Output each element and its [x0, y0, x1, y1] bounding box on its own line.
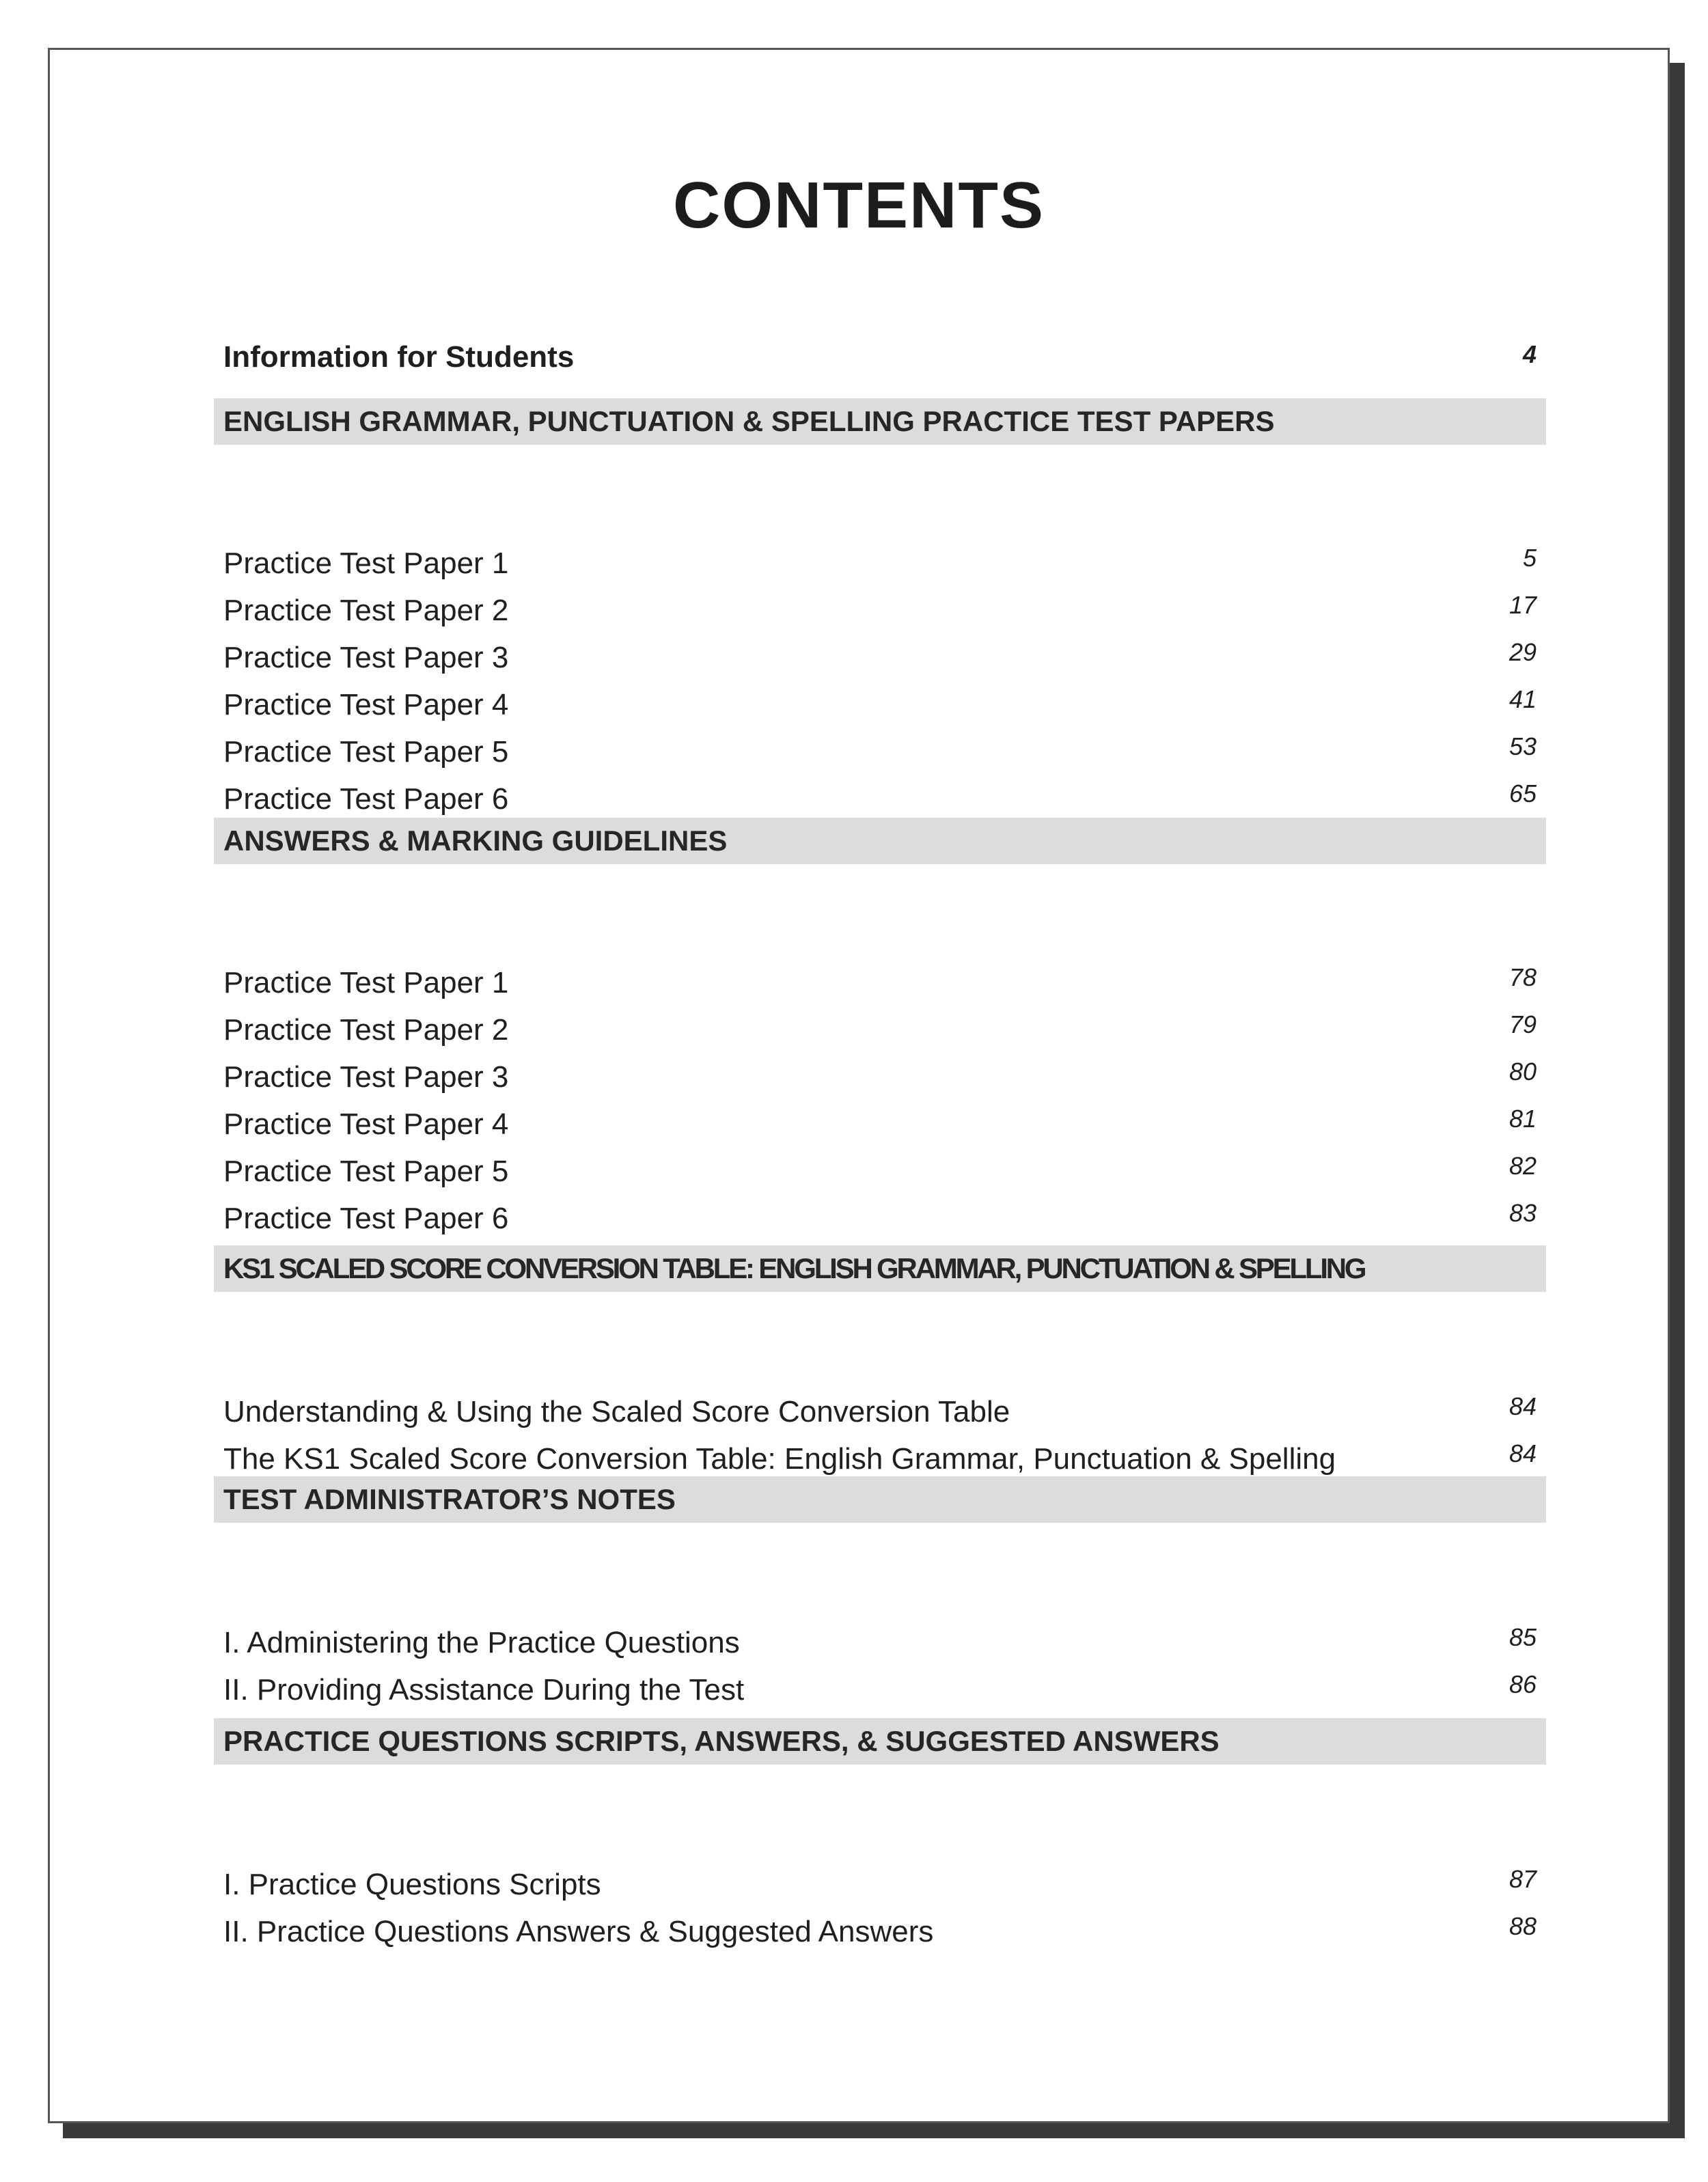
entry-page-number: 83 — [1509, 1199, 1537, 1227]
entry-page-number: 29 — [1509, 638, 1537, 666]
section-entries-practice-questions-scripts — [223, 1865, 1537, 1964]
toc-entry[interactable] — [223, 638, 1537, 690]
toc-entry[interactable] — [223, 1865, 1537, 1917]
entry-page-number: 82 — [1509, 1152, 1537, 1180]
document-page — [48, 48, 1670, 2123]
entry-label: I. Administering the Practice Questions — [223, 1626, 740, 1659]
entry-page-number: 4 — [1522, 340, 1537, 368]
page-title: CONTENTS — [673, 169, 1045, 242]
entry-page-number: 88 — [1509, 1912, 1537, 1940]
entry-page-number: 78 — [1509, 963, 1537, 991]
entry-page-number: 86 — [1509, 1670, 1537, 1698]
toc-entry[interactable] — [223, 1010, 1537, 1062]
toc-entry[interactable] — [223, 1392, 1537, 1444]
section-title: KS1 SCALED SCORE CONVERSION TABLE: ENGLISH GRAMMAR, PUNCTUATION & SPELLING — [223, 1252, 1365, 1284]
toc-entry[interactable] — [223, 1058, 1537, 1109]
toc-entry-information-for-students[interactable] — [223, 342, 1537, 390]
section-title: PRACTICE QUESTIONS SCRIPTS, ANSWERS, & SUGGESTED ANSWERS — [223, 1725, 1220, 1757]
toc-entry[interactable] — [223, 544, 1537, 596]
entry-label: The KS1 Scaled Score Conversion Table: English Grammar, Punctuation & Spelling — [223, 1442, 1336, 1476]
entry-label: I. Practice Questions Scripts — [223, 1868, 601, 1901]
section-entries-test-administrators-notes — [223, 1623, 1537, 1722]
entry-page-number: 84 — [1509, 1392, 1537, 1420]
section-entries-practice-test-papers — [223, 544, 1537, 831]
toc-entry[interactable] — [223, 591, 1537, 643]
entry-page-number: 53 — [1509, 732, 1537, 760]
entry-page-number: 87 — [1509, 1865, 1537, 1893]
entry-label: Practice Test Paper 5 — [223, 735, 509, 769]
entry-label: Practice Test Paper 3 — [223, 641, 509, 674]
toc-entry[interactable] — [223, 1912, 1537, 1964]
entry-page-number: 5 — [1522, 544, 1537, 572]
toc-entry[interactable] — [223, 1152, 1537, 1204]
entry-page-number: 79 — [1509, 1010, 1537, 1038]
toc-entry[interactable] — [223, 685, 1537, 737]
toc-entry[interactable] — [223, 1623, 1537, 1675]
entry-label: Practice Test Paper 2 — [223, 594, 509, 627]
section-title: ANSWERS & MARKING GUIDELINES — [223, 825, 728, 857]
entry-label: II. Practice Questions Answers & Suggested Answers — [223, 1915, 934, 1948]
section-header-practice-test-papers — [214, 398, 1546, 445]
section-header-scaled-score-conversion-table — [214, 1245, 1546, 1292]
entry-page-number: 85 — [1509, 1623, 1537, 1651]
entry-page-number: 81 — [1509, 1105, 1537, 1133]
entry-label: Information for Students — [223, 340, 575, 374]
toc-entry[interactable] — [223, 963, 1537, 1015]
entry-label: Practice Test Paper 4 — [223, 1107, 509, 1141]
entry-label: Practice Test Paper 6 — [223, 782, 509, 816]
entry-label: Practice Test Paper 1 — [223, 966, 509, 999]
entry-label: Understanding & Using the Scaled Score Conversion Table — [223, 1395, 1010, 1428]
section-title: TEST ADMINISTRATOR’S NOTES — [223, 1483, 676, 1515]
entry-label: Practice Test Paper 1 — [223, 547, 509, 580]
entry-label: Practice Test Paper 2 — [223, 1013, 509, 1047]
toc-entry[interactable] — [223, 1670, 1537, 1722]
entry-label: Practice Test Paper 5 — [223, 1155, 509, 1188]
entry-label: II. Providing Assistance During the Test — [223, 1673, 745, 1707]
section-entries-answers-marking-guidelines — [223, 963, 1537, 1251]
toc-entry[interactable] — [223, 1105, 1537, 1157]
entry-page-number: 17 — [1509, 591, 1537, 619]
section-title: ENGLISH GRAMMAR, PUNCTUATION & SPELLING PRACTICE TEST PAPERS — [223, 405, 1275, 437]
section-header-practice-questions-scripts — [214, 1718, 1546, 1765]
section-header-answers-marking-guidelines — [214, 818, 1546, 864]
entry-page-number: 80 — [1509, 1058, 1537, 1086]
entry-label: Practice Test Paper 4 — [223, 688, 509, 721]
entry-page-number: 65 — [1509, 779, 1537, 807]
entry-label: Practice Test Paper 3 — [223, 1060, 509, 1094]
entry-page-number: 41 — [1509, 685, 1537, 713]
toc-entry[interactable] — [223, 1199, 1537, 1251]
toc-entry[interactable] — [223, 732, 1537, 784]
section-header-test-administrators-notes — [214, 1476, 1546, 1523]
entry-label: Practice Test Paper 6 — [223, 1202, 509, 1235]
entry-page-number: 84 — [1509, 1439, 1537, 1467]
